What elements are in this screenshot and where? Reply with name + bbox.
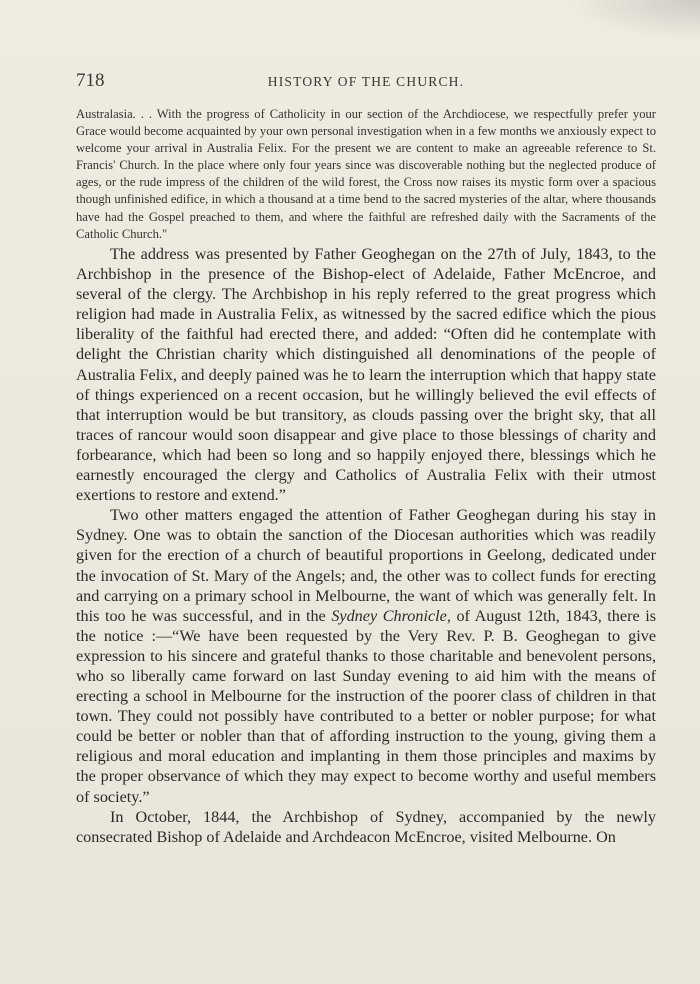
paragraph-two-other-matters xyxy=(76,505,656,806)
body-text xyxy=(76,244,656,847)
quote-paragraph: Australasia. . . With the progress of Catholicity in our section of the Archdiocese, we respectfully prefer your Grace would become acquainted by your own personal investigation when in a few months we anxiously expect to welcome your arrival in Australia Felix. For the present we are content to make an agreeable reference to St. Francis' Church. In the place where only four years since was discoverable nothing but the neglected produce of ages, or the rude impress of the children of the wild forest, the Cross now raises its mystic form over a spacious though unfinished edifice, in which a thousand at a time bend to the sacred mysteries of the altar, where thousands have had the Gospel preached to them, and where the faithful are refreshed daily with the Sacraments of the Catholic Church." xyxy=(76,107,656,241)
paragraph-text: , of August 12th, 1843, there is the notice :—“We have been requested by the Very Rev. P. B. Geoghegan to give expression to his sincere and grateful thanks to those charitable and benevolent persons, who so liberally came forward on last Sunday evening to aid him with the means of erecting a school in Melbourne for the instruction of the poorer class of children in that town. They could not possibly have contributed to a better or nobler purpose; for what could be better or nobler than that of affording instruction to the young, giving them a religious and moral education and implanting in them those principles and maxims by the proper observance of which they may expect to become worthy and useful members of society.” xyxy=(76,606,657,806)
running-title: HISTORY OF THE CHURCH. xyxy=(267,74,465,89)
paragraph-october-visit: In October, 1844, the Archbishop of Sydney, accompanied by the newly consecrated Bishop of Adelaide and Archdeacon McEncroe, visited Melbourne. On xyxy=(76,807,656,846)
page-number: 718 xyxy=(76,70,105,91)
page-header xyxy=(76,70,656,94)
quoted-address-block xyxy=(76,106,656,243)
paragraph-address-presented: The address was presented by Father Geoghegan on the 27th of July, 1843, to the Archbishop in the presence of the Bishop-elect of Adelaide, Father McEncroe, and several of the clergy. The Archbishop in his reply referred to the great progress which religion had made in Australia Felix, as witnessed by the sacred edifice which the pious liberality of the faithful had erected there, and added: “Often did he contemplate with delight the Christian charity which distinguished all denominations of the people of Australia Felix, and deeply pained was he to learn the interruption which that happy state of things experienced on a recent occasion, but he willingly believed the evil effects of that interruption would be but transitory, as clouds passing over the bright sky, that all traces of rancour would soon disappear and give place to those blessings of charity and forbearance, which had been so long and so happily enjoyed there, blessings which he earnestly encouraged the clergy and Catholics of Australia Felix with their utmost exertions to restore and extend.” xyxy=(76,245,656,505)
paragraph-text: Two other matters engaged the attention of Father Geoghegan during his stay in Sydney. One was to obtain the sanction of the Diocesan authorities which was readily given for the erection of a church of beautiful proportions in Geelong, dedicated under the invocation of St. Mary of the Angels; and, the other was to collect funds for erecting and carrying on a primary school in Melbourne, the want of which was generally felt. In this too he was successful, and in the xyxy=(76,506,656,625)
page-edge-shadow xyxy=(570,0,700,40)
newspaper-title: Sydney Chronicle xyxy=(331,606,447,625)
